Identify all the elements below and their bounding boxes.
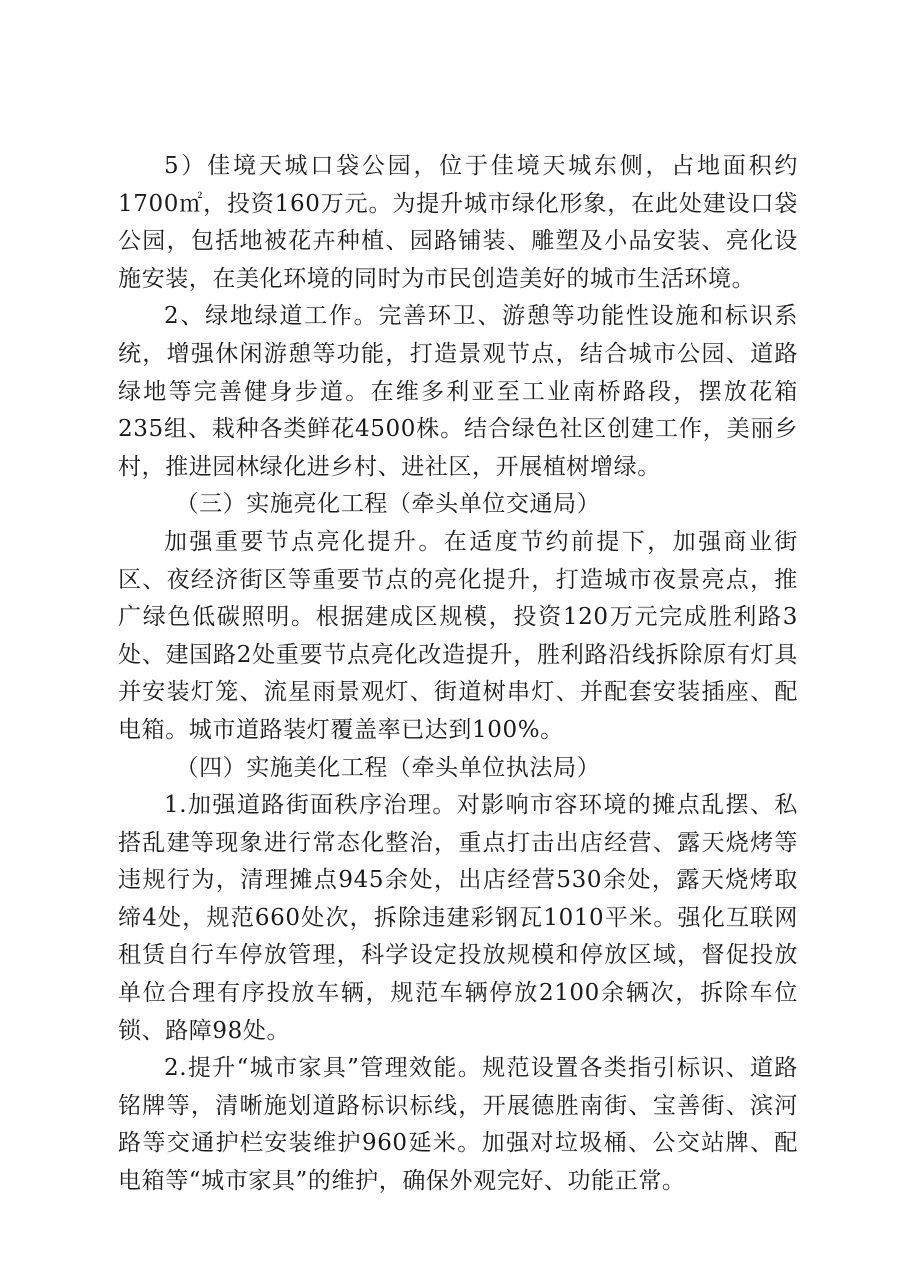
paragraph-city-furniture: 2.提升“城市家具”管理效能。规范设置各类指引标识、道路铭牌等，清晰施划道路标识标线，开展德胜南街、宝善街、滨河路等交通护栏安装维护960延米。加强对垃圾桶、公交站牌、配电箱等“城市家具”的维护，确保外观完好、功能正常。: [118, 1055, 798, 1195]
document-body: [118, 148, 798, 1201]
section-heading-lighting: （三）实施亮化工程（牵头单位交通局）: [175, 491, 601, 518]
paragraph-lighting: 加强重要节点亮化提升。在适度节约前提下，加强商业街区、夜经济街区等重要节点的亮化提升，打造城市夜景亮点，推广绿色低碳照明。根据建成区规模，投资120万元完成胜利路3处、建国路2处重要节点亮化改造提升，胜利路沿线拆除原有灯具并安装灯笼、流星雨景观灯、街道树串灯、并配套安装插座、配电箱。城市道路装灯覆盖率已达到100%。: [118, 528, 798, 743]
paragraph-greenway-work: 2、绿地绿道工作。完善环卫、游憩等功能性设施和标识系统，增强休闲游憩等功能，打造景观节点，结合城市公园、道路绿地等完善健身步道。在维多利亚至工业南桥路段，摆放花箱235组、栽种各类鲜花4500株。结合绿色社区创建工作，美丽乡村，推进园林绿化进乡村、进社区，开展植树增绿。: [118, 303, 798, 480]
paragraph-pocket-park: 5）佳境天城口袋公园，位于佳境天城东侧，占地面积约1700㎡，投资160万元。为提升城市绿化形象，在此处建设口袋公园，包括地被花卉种植、园路铺装、雕塑及小品安装、亮化设施安装，在美化环境的同时为市民创造美好的城市生活环境。: [118, 153, 798, 292]
paragraph-street-order: 1.加强道路街面秩序治理。对影响市容环境的摊点乱摆、私搭乱建等现象进行常态化整治，重点打击出店经营、露天烧烤等违规行为，清理摊点945余处，出店经营530余处，露天烧烤取缔4处，规范660处次，拆除违建彩钢瓦1010平米。强化互联网租赁自行车停放管理，科学设定投放规模和停放区域，督促投放单位合理有序投放车辆，规范车辆停放2100余辆次，拆除车位锁、路障98处。: [118, 792, 798, 1044]
section-heading-beautification: （四）实施美化工程（牵头单位执法局）: [175, 754, 601, 781]
